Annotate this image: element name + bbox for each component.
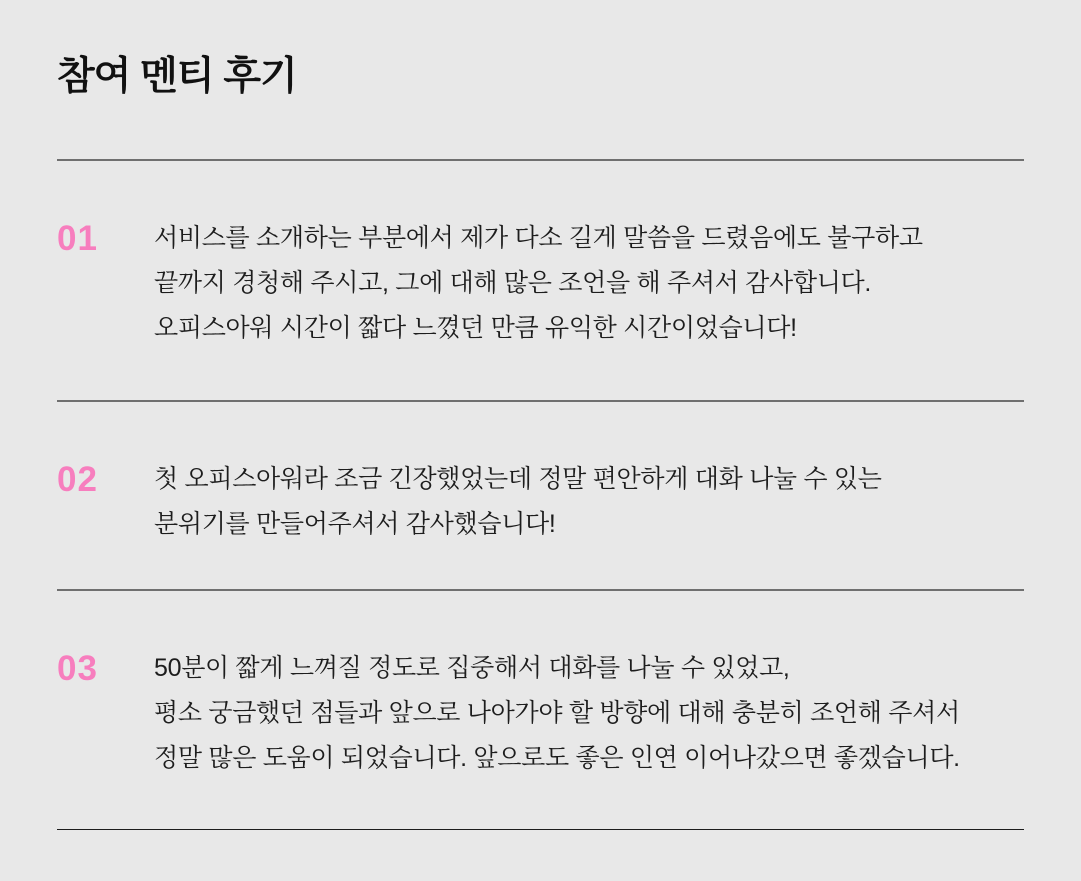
review-03-line-3: 정말 많은 도움이 되었습니다. 앞으로도 좋은 인연 이어나갔으면 좋겠습니다. — [154, 743, 960, 772]
review-02-line-2: 분위기를 만들어주셔서 감사했습니다! — [154, 509, 556, 538]
review-number-01: 01 — [57, 218, 98, 258]
review-text-03 — [154, 646, 960, 781]
review-item-03 — [57, 591, 1024, 829]
review-text-02 — [154, 457, 882, 547]
review-01-line-1: 서비스를 소개하는 부분에서 제가 다소 길게 말씀을 드렸음에도 불구하고 — [154, 223, 923, 252]
divider-bottom — [57, 829, 1024, 830]
review-02-line-1: 첫 오피스아워라 조금 긴장했었는데 정말 편안하게 대화 나눌 수 있는 — [154, 464, 882, 493]
review-03-line-1: 50분이 짧게 느껴질 정도로 집중해서 대화를 나눌 수 있었고, — [154, 653, 790, 682]
page-title: 참여 멘티 후기 — [57, 55, 297, 98]
review-text-01 — [154, 216, 923, 351]
review-03-line-2: 평소 궁금했던 점들과 앞으로 나아가야 할 방향에 대해 충분히 조언해 주셔서 — [154, 698, 960, 727]
review-01-line-3: 오피스아워 시간이 짧다 느꼈던 만큼 유익한 시간이었습니다! — [154, 313, 797, 342]
review-item-01 — [57, 161, 1024, 400]
review-number-02: 02 — [57, 459, 98, 499]
review-item-02 — [57, 402, 1024, 589]
review-number-03: 03 — [57, 648, 98, 688]
review-01-line-2: 끝까지 경청해 주시고, 그에 대해 많은 조언을 해 주셔서 감사합니다. — [154, 268, 872, 297]
